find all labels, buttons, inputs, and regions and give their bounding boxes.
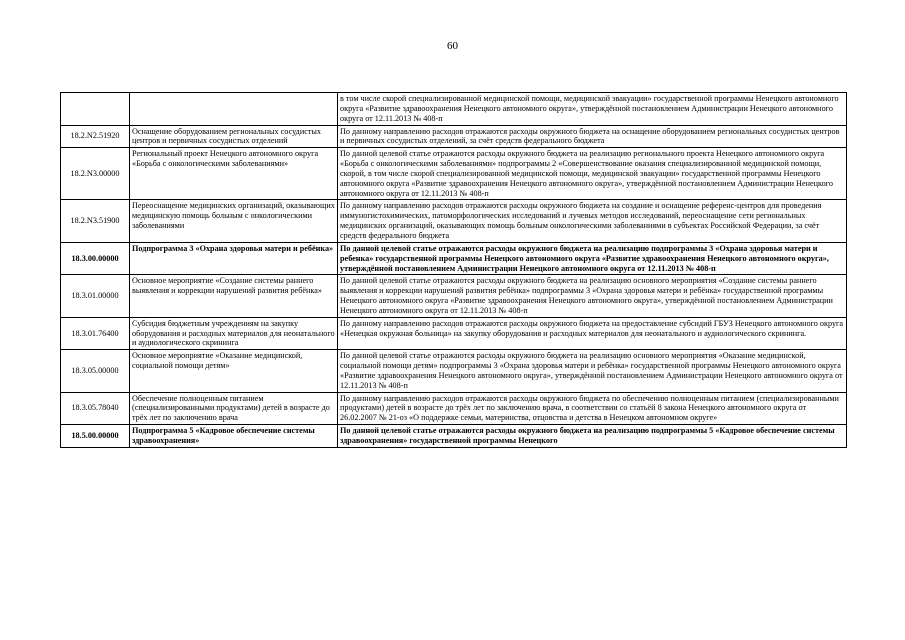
description-cell: По данному направлению расходов отражаются расходы окружного бюджета на создание и оснащение референс-центров для проведения иммуногистохимических, патоморфологических исследований и лучевых методов исследований, переоснащение сети региональных медицинских организаций, оказывающих помощь больным онкологическими заболеваниями в субъектах Российской Федерации, за счёт средств федерального бюджета [338,200,847,242]
table-row [61,275,847,317]
table-row [61,200,847,242]
name-cell: Субсидия бюджетным учреждениям на закупку оборудования и расходных материалов для неонатального и аудиологического скрининга [130,317,338,350]
name-cell: Основное мероприятие «Создание системы раннего выявления и коррекции нарушений развития ребёнка» [130,275,338,317]
code-cell: 18.3.00.00000 [61,242,130,275]
table-row [61,148,847,200]
description-cell: По данной целевой статье отражаются расходы окружного бюджета на реализацию основного мероприятия «Создание системы раннего выявления и коррекции нарушений развития ребёнка» подпрограммы 3 «Охрана здоровья матери и ребёнка» государственной программы Ненецкого автономного округа «Развитие здравоохранения Ненецкого автономного округа», утверждённой постановлением Администрации Ненецкого автономного округа от 12.11.2013 № 408-п [338,275,847,317]
description-cell: По данной целевой статье отражаются расходы окружного бюджета на реализацию подпрограммы 5 «Кадровое обеспечение системы здравоохранения» государственной программы Ненецкого [338,425,847,448]
description-cell: По данному направлению расходов отражаются расходы окружного бюджета на оснащение оборудованием региональных сосудистых центров и первичных сосудистых отделений, за счёт средств федерального бюджета [338,125,847,148]
table-row [61,350,847,392]
code-cell: 18.5.00.00000 [61,425,130,448]
name-cell [130,93,338,126]
name-cell: Подпрограмма 5 «Кадровое обеспечение системы здравоохранения» [130,425,338,448]
description-cell: По данной целевой статье отражаются расходы окружного бюджета на реализацию регионального проекта Ненецкого автономного округа «Борьба с онкологическими заболеваниями» подпрограммы 2 «Совершенствование оказания специализированной медицинской помощи, скорой, в том числе скорой специализированной медицинской помощи, медицинской эвакуации» государственной программы Ненецкого автономного округа «Развитие здравоохранения Ненецкого автономного округа», утверждённой постановлением Администрации Ненецкого автономного округа от 12.11.2013 № 408-п [338,148,847,200]
description-cell: По данному направлению расходов отражаются расходы окружного бюджета по обеспечению полноценным питанием (специализированными продуктами) детей в возрасте до трёх лет по заключению врача, в соответствии со статьёй 8 закона Ненецкого автономного округа от 26.02.2007 № 21-оз «О поддержке семьи, материнства, отцовства и детства в Ненецком автономном округе» [338,392,847,425]
name-cell: Обеспечение полноценным питанием (специализированными продуктами) детей в возрасте до трёх лет по заключению врача [130,392,338,425]
table-row [61,125,847,148]
name-cell: Региональный проект Ненецкого автономного округа «Борьба с онкологическими заболеваниями» [130,148,338,200]
name-cell: Переоснащение медицинских организаций, оказывающих медицинскую помощь больным с онкологическими заболеваниями [130,200,338,242]
name-cell: Основное мероприятие «Оказание медицинской, социальной помощи детям» [130,350,338,392]
budget-classification-table [60,92,847,448]
code-cell: 18.2.N3.51900 [61,200,130,242]
table-row [61,317,847,350]
code-cell: 18.2.N3.00000 [61,148,130,200]
code-cell: 18.3.01.00000 [61,275,130,317]
description-cell: в том числе скорой специализированной медицинской помощи, медицинской эвакуации» государственной программы Ненецкого автономного округа «Развитие здравоохранения Ненецкого автономного округа», утверждённой постановлением Администрации Ненецкого автономного округа от 12.11.2013 № 408-п [338,93,847,126]
table-row [61,93,847,126]
code-cell: 18.3.05.00000 [61,350,130,392]
name-cell: Подпрограмма 3 «Охрана здоровья матери и ребёнка» [130,242,338,275]
page-number: 60 [447,40,458,52]
code-cell: 18.2.N2.51920 [61,125,130,148]
code-cell: 18.3.05.78040 [61,392,130,425]
description-cell: По данному направлению расходов отражаются расходы окружного бюджета на предоставление субсидий ГБУЗ Ненецкого автономного округа «Ненецкая окружная больница» на закупку оборудования и расходных материалов для неонатального и аудиологического скрининга. [338,317,847,350]
description-cell: По данной целевой статье отражаются расходы окружного бюджета на реализацию подпрограммы 3 «Охрана здоровья матери и ребенка» государственной программы Ненецкого автономного округа «Развитие здравоохранения Ненецкого автономного округа», утверждённой постановлением Администрации Ненецкого автономного округа от 12.11.2013 № 408-п [338,242,847,275]
code-cell: 18.3.01.76400 [61,317,130,350]
name-cell: Оснащение оборудованием региональных сосудистых центров и первичных сосудистых отделений [130,125,338,148]
code-cell [61,93,130,126]
table-row [61,392,847,425]
table-row [61,425,847,448]
description-cell: По данной целевой статье отражаются расходы окружного бюджета на реализацию основного мероприятия «Оказание медицинской, социальной помощи детям» подпрограммы 3 «Охрана здоровья матери и ребёнка» государственной программы Ненецкого автономного округа «Развитие здравоохранения Ненецкого автономного округа», утверждённой постановлением Администрации Ненецкого автономного округа от 12.11.2013 № 408-п [338,350,847,392]
table-row [61,242,847,275]
